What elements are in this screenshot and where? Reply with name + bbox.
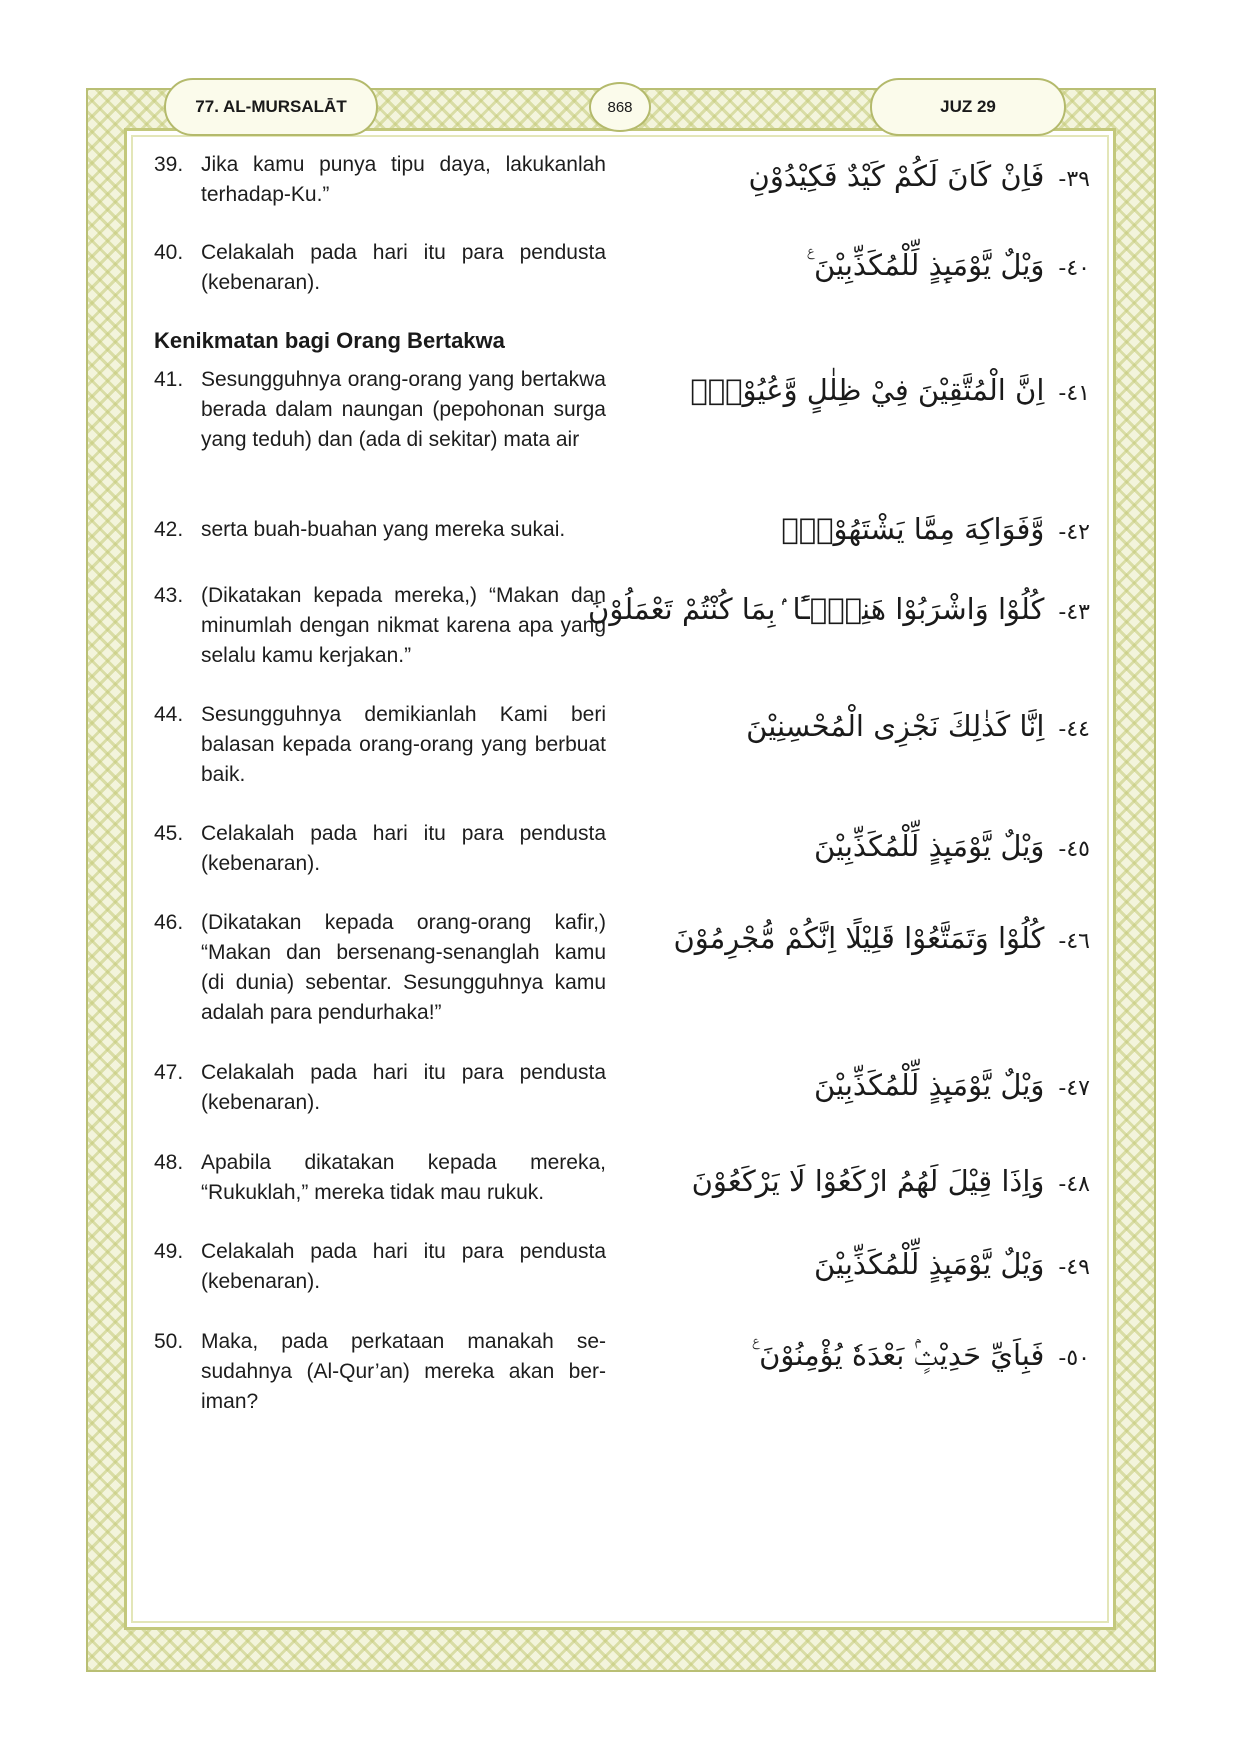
verse-number: 43. [154,584,184,607]
translation-text: Apabila dikatakan kepada mereka, “Rukuklah,” mereka tidak mau rukuk. [201,1151,606,1204]
translation-text: Maka, pada perkataan manakah sesudahnya (Al-Qur’an) mereka akan beriman? [201,1330,606,1413]
arabic-text: وَيْلٌ يَّوْمَىِٕذٍ لِّلْمُكَذِّبِيْنَ [814,1068,1045,1102]
arabic-verse [588,589,1090,633]
verse-number: 50. [154,1330,184,1353]
translation-text: Celakalah pada hari itu para pendusta (kebenaran). [201,1061,606,1114]
arabic-verse-number: ٤٩- [1058,1255,1090,1280]
verse-translation [154,700,606,790]
arabic-verse-number: ٤٠- [1058,256,1090,281]
translation-text: Celakalah pada hari itu para pendusta (kebenaran). [201,241,606,294]
arabic-text: وَّفَوَاكِهَ مِمَّا يَشْتَهُوْنَۗ [781,512,1045,546]
verse-number: 44. [154,703,184,726]
arabic-text: كُلُوْا وَتَمَتَّعُوْا قَلِيْلًا اِنَّكُمْ مُّجْرِمُوْنَ [673,921,1045,955]
arabic-verse [749,156,1090,200]
arabic-verse [692,1161,1090,1205]
arabic-verse-number: ٤٣- [1058,600,1090,625]
arabic-verse [690,370,1090,414]
arabic-verse [807,245,1090,289]
arabic-verse-number: ٤٥- [1058,837,1090,862]
arabic-verse [814,1065,1090,1109]
arabic-verse [752,1335,1090,1379]
arabic-verse-number: ٤٨- [1058,1172,1090,1197]
verse-translation [154,819,606,879]
arabic-text: كُلُوْا وَاشْرَبُوْا هَنِيْۤـًٔا ۢبِمَا كُنْتُمْ تَعْمَلُوْنَ [588,592,1045,626]
arabic-verse [673,918,1090,962]
arabic-text: وَاِذَا قِيْلَ لَهُمُ ارْكَعُوْا لَا يَرْكَعُوْنَ [691,1164,1045,1198]
arabic-verse [781,509,1090,553]
arabic-verse-number: ٤٦- [1058,929,1090,954]
translation-text: Sesungguhnya demikianlah Kami beri balasan kepada orang-orang yang berbuat baik. [201,703,606,786]
verse-number: 48. [154,1151,184,1174]
translation-text: (Dikatakan kepada mereka,) “Makan dan minumlah dengan nikmat karena apa yang selalu kamu kerjakan.” [201,584,606,667]
verse-number: 40. [154,241,184,264]
juz-label: JUZ 29 [870,78,1066,136]
translation-text: Sesungguhnya orang-orang yang bertakwa berada dalam naungan (pepohonan surga yang teduh) dan (ada di sekitar) mata air [201,368,606,451]
section-heading: Kenikmatan bagi Orang Bertakwa [154,328,505,353]
arabic-verse-number: ٥٠- [1058,1346,1090,1371]
arabic-verse [814,826,1090,870]
arabic-text: وَيْلٌ يَّوْمَىِٕذٍ لِّلْمُكَذِّبِيْنَ ࣖ [806,248,1045,282]
page-number: 868 [589,82,651,132]
arabic-verse-number: ٤٧- [1058,1076,1090,1101]
verse-translation [154,1058,606,1118]
verse-number: 42. [154,518,184,541]
translation-text: (Dikatakan kepada orang-orang kafir,) “Makan dan bersenang-senanglah kamu (di dunia) sebentar. Sesungguhnya kamu adalah para pendurhaka!” [201,911,606,1024]
verse-number: 46. [154,911,184,934]
arabic-text: وَيْلٌ يَّوْمَىِٕذٍ لِّلْمُكَذِّبِيْنَ [814,829,1045,863]
verse-translation [154,581,606,671]
verse-translation [154,238,606,298]
verse-number: 41. [154,368,184,391]
arabic-text: اِنَّا كَذٰلِكَ نَجْزِى الْمُحْسِنِيْنَ [746,709,1045,743]
translation-text: Celakalah pada hari itu para pendusta (kebenaran). [201,1240,606,1293]
arabic-text: فَاِنْ كَانَ لَكُمْ كَيْدٌ فَكِيْدُوْنِ [748,159,1045,193]
verse-translation [154,150,606,210]
arabic-verse [814,1244,1090,1288]
arabic-verse-number: ٤٤- [1058,717,1090,742]
verse-number: 45. [154,822,184,845]
verse-translation [154,908,606,1028]
arabic-verse-number: ٤٢- [1058,520,1090,545]
verse-translation [154,365,606,455]
translation-text: Celakalah pada hari itu para pendusta (kebenaran). [201,822,606,875]
arabic-verse-number: ٤١- [1058,381,1090,406]
verse-translation [154,515,606,545]
arabic-text: فَبِاَيِّ حَدِيْثٍۢ بَعْدَهٗ يُؤْمِنُوْنَ ࣖ [751,1338,1045,1372]
verse-translation [154,1327,606,1417]
verse-translation [154,1148,606,1208]
arabic-text: اِنَّ الْمُتَّقِيْنَ فِيْ ظِلٰلٍ وَّعُيُوْنٍۙ [690,373,1045,407]
arabic-verse [746,706,1090,750]
translation-text: Jika kamu punya tipu daya, lakukanlah terhadap-Ku.” [201,153,606,206]
verse-number: 47. [154,1061,184,1084]
translation-text: serta buah-buahan yang mereka sukai. [201,518,566,541]
arabic-verse-number: ٣٩- [1058,167,1090,192]
surah-name-label: 77. AL-MURSALĀT [164,78,378,136]
verse-number: 39. [154,153,184,176]
verse-translation [154,1237,606,1297]
arabic-text: وَيْلٌ يَّوْمَىِٕذٍ لِّلْمُكَذِّبِيْنَ [814,1247,1045,1281]
verse-number: 49. [154,1240,184,1263]
